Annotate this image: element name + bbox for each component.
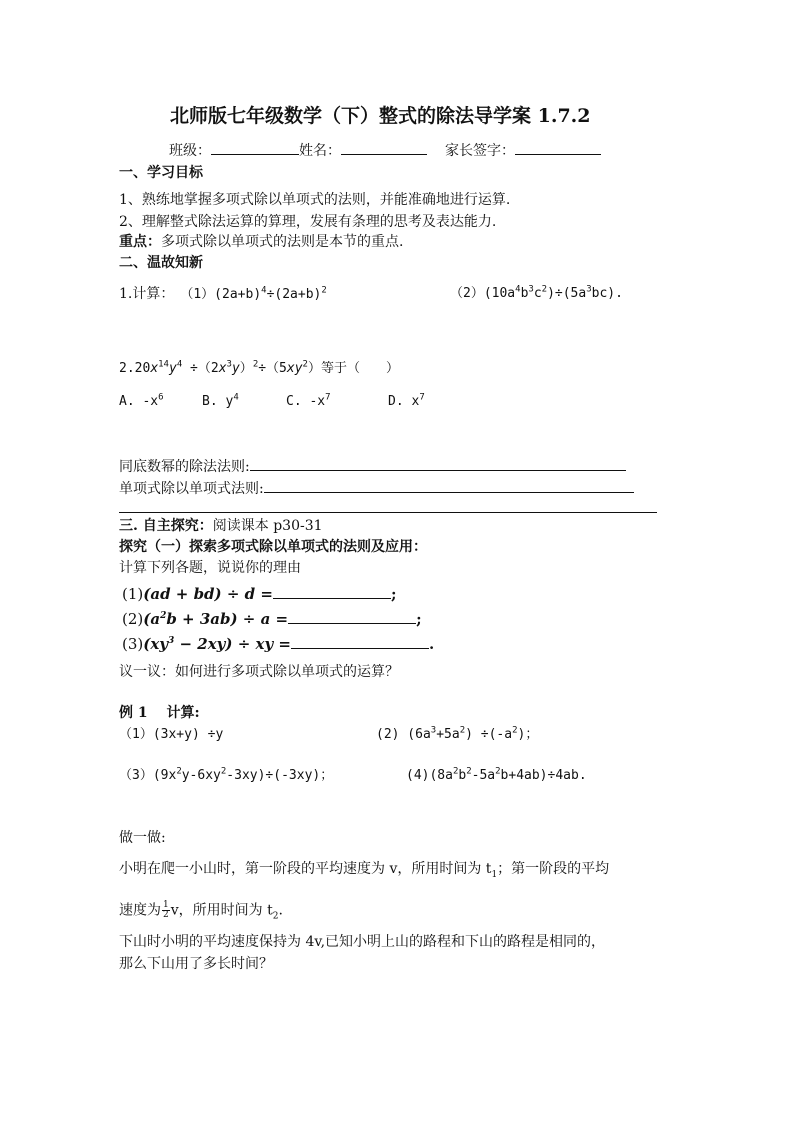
discussion: 议一议：如何进行多项式除以单项式的运算？ — [119, 664, 399, 680]
option-d[interactable]: D. $x^7$ — [388, 392, 425, 409]
key-point-text: 多项式除以单项式的法则是本节的重点. — [161, 234, 404, 250]
example-1-part-1: （1）(3x+y) ÷y — [119, 727, 224, 742]
example-1-part-2: (2) $(6a^3+5a^2) \div(-a^2)$； — [376, 725, 539, 742]
review-question-1: 1.计算： $(1)(2a+b)^4\div(2a+b)^2$ — [119, 285, 327, 302]
parent-signature-label: 家长签字： — [445, 143, 515, 159]
rule-monomial-blank[interactable] — [264, 478, 634, 493]
review-question-1-part-2: $(2)(10a^4b^3c^2)\div(5a^3bc)$. — [450, 284, 623, 301]
do-it-label: 做一做: — [119, 830, 166, 846]
key-point — [119, 233, 403, 251]
exercise-2: $(2)(a^2b + 3ab) \div a$ = ; — [122, 610, 422, 628]
one-half-fraction: $\frac{1}{2}$ — [163, 900, 169, 920]
exercise-3-blank[interactable] — [291, 634, 429, 649]
example-1-part-4: $(4)(8a^2b^2-5a^2b+4ab)\div 4ab$. — [406, 766, 587, 783]
info-line — [169, 140, 601, 160]
class-label: 班级： — [169, 143, 211, 159]
option-a[interactable]: A. $-x^6$ — [119, 392, 164, 409]
option-c[interactable]: C. $-x^7$ — [286, 392, 331, 409]
exercise-3: $(3)(xy^3 - 2xy)$ ÷ xy = . — [122, 635, 435, 653]
exercise-1: (1)(ad + bd) ÷ d = ; — [122, 585, 397, 603]
class-field[interactable] — [211, 140, 299, 155]
problem-line-4: 那么下山用了多长时间？ — [119, 956, 273, 972]
key-point-label: 重点： — [119, 234, 161, 250]
section-learning-goals-heading: 一、学习目标 — [119, 165, 203, 181]
exercise-2-blank[interactable] — [288, 609, 416, 624]
explore-1-title: 探究（一）探索多项式除以单项式的法则及应用： — [119, 539, 427, 555]
section-explore-heading: 三. 自主探究：阅读课本 p30-31 — [119, 518, 323, 534]
exercise-1-blank[interactable] — [273, 584, 391, 599]
problem-line-3: 下山时小明的平均速度保持为 4v,已知小明上山的路程和下山的路程是相同的， — [119, 934, 606, 950]
example-1-label: 例 1 计算: — [119, 705, 200, 721]
rule-monomial-division: 单项式除以单项式法则: — [119, 478, 634, 498]
problem-line-1: 小明在爬一小山时，第一阶段的平均速度为 v，所用时间为 $t_1$；第一阶段的平均 — [119, 861, 610, 880]
section-review-heading: 二、温故知新 — [119, 255, 203, 271]
page-title: 北师版七年级数学（下）整式的除法导学案 1.7.2 — [170, 105, 591, 127]
review-question-2: $2.20x^{14}y^4 \div(2x^3y)^2\div(5xy^2)$等于（ ） — [119, 359, 399, 376]
name-field[interactable] — [341, 140, 427, 155]
example-1-part-3: $(3)(9x^2y-6xy^2-3xy)\div(-3xy)$； — [119, 766, 334, 783]
option-b[interactable]: B. $y^4$ — [202, 392, 239, 409]
rule-extra-line[interactable] — [119, 512, 657, 513]
explore-prompt: 计算下列各题，说说你的理由 — [119, 560, 301, 576]
problem-line-2: 速度为 $\frac{1}{2}$ v，所用时间为 $t_2$. — [119, 900, 283, 922]
parent-signature-field[interactable] — [515, 140, 601, 155]
rule-same-base-blank[interactable] — [250, 456, 626, 471]
name-label: 姓名： — [299, 143, 341, 159]
goal-item-2: 2、理解整式除法运算的算理，发展有条理的思考及表达能力. — [119, 214, 497, 230]
rule-same-base-division: 同底数幂的除法法则: — [119, 456, 626, 476]
goal-item-1: 1、熟练地掌握多项式除以单项式的法则，并能准确地进行运算. — [119, 192, 511, 208]
